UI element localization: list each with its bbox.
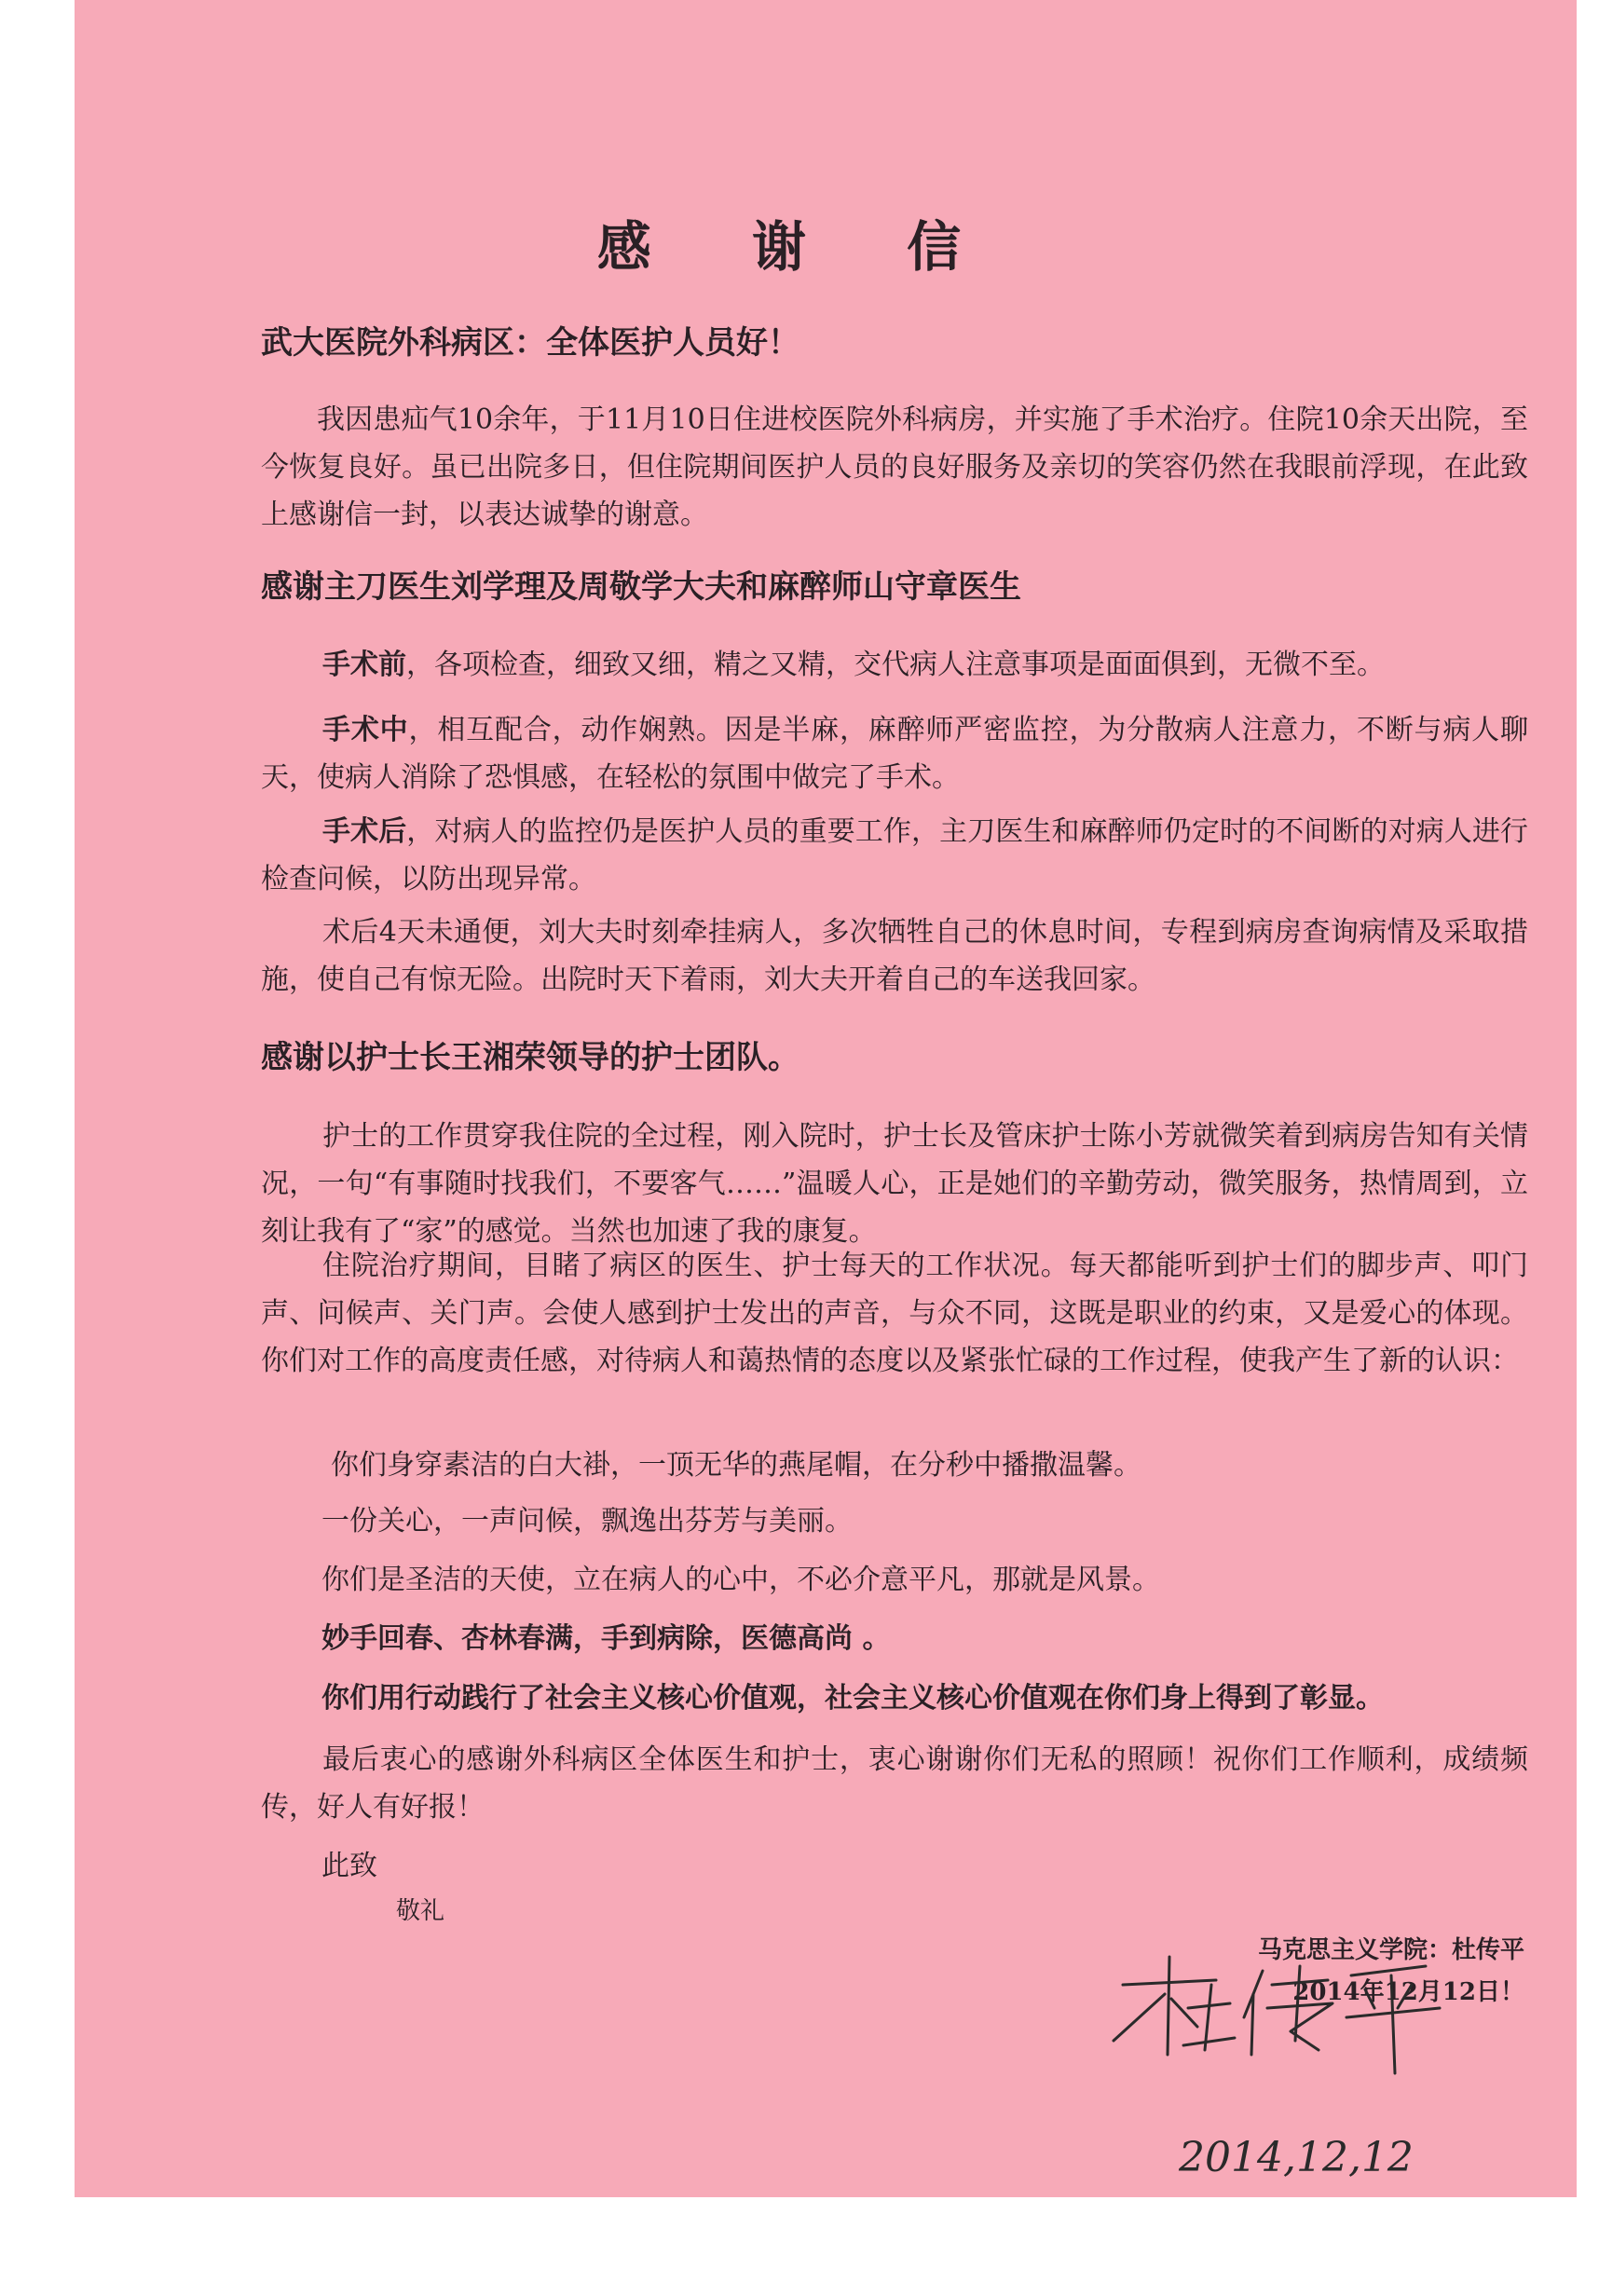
paragraph-text: 术后4天未通便，刘大夫时刻牵挂病人，多次牺牲自己的休息时间，专程到病房查询病情及采取措施，使自己有惊无险。出院时天下着雨，刘大夫开着自己的车送我回家。	[261, 916, 1528, 996]
section1-paragraph	[261, 808, 1528, 903]
jing-li: 敬礼	[396, 1897, 445, 1925]
section1-paragraph	[261, 909, 1528, 1004]
section1-heading: 感谢主刀医生刘学理及周敬学大夫和麻醉师山守章医生	[261, 568, 1021, 606]
salutation: 武大医院外科病区：全体医护人员好！	[261, 324, 800, 362]
paragraph-lead: 手术中	[322, 714, 409, 746]
verse-line: 你们身穿素洁的白大褂，一顶无华的燕尾帽，在分秒中播撒温馨。	[331, 1449, 1141, 1482]
verse-line: 一份关心，一声问候，飘逸出芬芳与美丽。	[321, 1505, 853, 1538]
section1-paragraph	[261, 706, 1528, 801]
paragraph-text: ，对病人的监控仍是医护人员的重要工作，主刀医生和麻醉师仍定时的不间断的对病人进行检查问候，以防出现异常。	[261, 815, 1529, 895]
paragraph-text: ，各项检查，细致又细，精之又精，交代病人注意事项是面面俱到，无微不至。	[406, 649, 1385, 681]
section2-heading: 感谢以护士长王湘荣领导的护士团队。	[261, 1039, 800, 1076]
handwritten-signature	[1104, 1952, 1496, 2204]
letter-title: 感 谢 信	[596, 215, 1003, 279]
signature-date: 2014年12月12日！	[1292, 1978, 1524, 2006]
section1-paragraph	[261, 641, 1528, 689]
scan-margin	[0, 0, 75, 2296]
intro-paragraph: 我因患疝气10余年，于11月10日住进校医院外科病房，并实施了手术治疗。住院10余天出院，至今恢复良好。虽已出院多日，但住院期间医护人员的良好服务及亲切的笑容仍然在我眼前浮现，在此致上感谢信一封，以表达诚挚的谢意。	[261, 403, 1528, 531]
verse-line-bold: 你们用行动践行了社会主义核心价值观，社会主义核心价值观在你们身上得到了彰显。	[321, 1682, 1384, 1715]
verse-line: 你们是圣洁的天使，立在病人的心中，不必介意平凡，那就是风景。	[321, 1564, 1160, 1596]
closing-paragraph: 最后衷心的感谢外科病区全体医生和护士，衷心谢谢你们无私的照顾！祝你们工作顺利，成绩频传，好人有好报！	[261, 1743, 1528, 1824]
verse-line-bold: 妙手回春、杏林春满，手到病除，医德高尚 。	[321, 1622, 891, 1655]
section2-paragraph: 住院治疗期间，目睹了病区的医生、护士每天的工作状况。每天都能听到护士们的脚步声、叩门声、问候声、关门声。会使人感到护士发出的声音，与众不同，这既是职业的约束，又是爱心的体现。 你们对工作的高度责任感，对待病人和蔼热情的态度以及紧张忙碌的工作过程，使我产生了新的认识：	[261, 1250, 1528, 1377]
paragraph-text: ，相互配合，动作娴熟。因是半麻，麻醉师严密监控，为分散病人注意力，不断与病人聊天，使病人消除了恐惧感，在轻松的氛围中做完了手术。	[261, 714, 1529, 794]
section2-paragraph: 护士的工作贯穿我住院的全过程，刚入院时，护士长及管床护士陈小芳就微笑着到病房告知有关情况，一句“有事随时找我们，不要客气……”温暖人心，正是她们的辛勤劳动，微笑服务，热情周到，立刻让我有了“家”的感觉。当然也加速了我的康复。	[261, 1120, 1528, 1248]
paragraph-lead: 手术后	[322, 815, 407, 848]
handwritten-date: 2014,12,12	[1179, 2134, 1414, 2181]
signature-affiliation: 马克思主义学院：杜传平	[1257, 1936, 1524, 1964]
paragraph-lead: 手术前	[322, 649, 406, 681]
ci-zhi: 此致	[321, 1850, 377, 1882]
